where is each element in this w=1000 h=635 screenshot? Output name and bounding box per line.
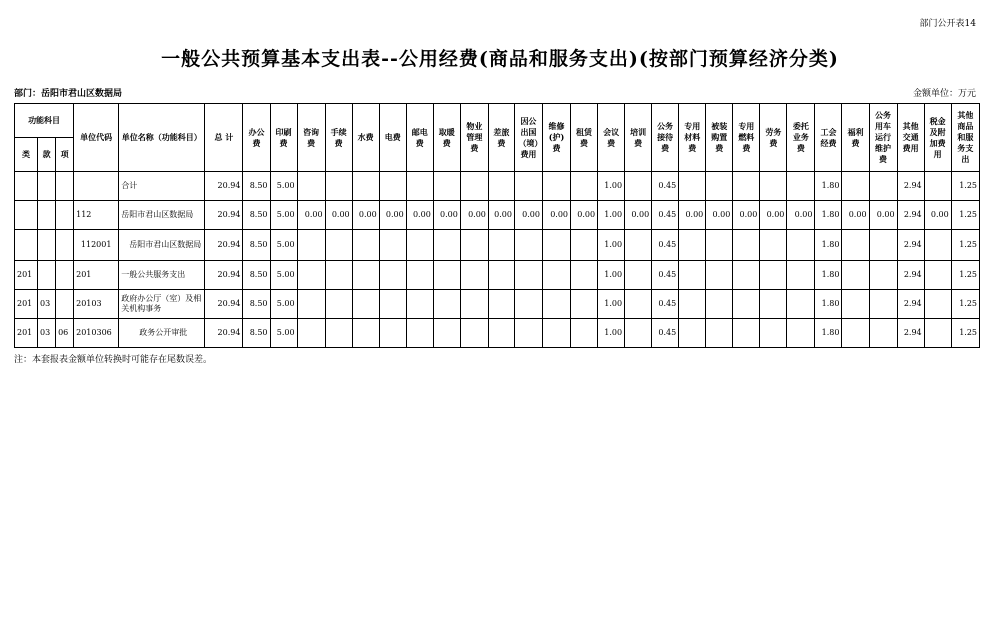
cell-lei: 201	[15, 319, 38, 348]
table-row	[15, 290, 980, 319]
header-item: 税金及附加费用	[924, 104, 951, 172]
cell-kuan	[38, 261, 56, 290]
cell-amount	[625, 230, 652, 261]
cell-amount	[760, 290, 787, 319]
cell-unit-name: 合计	[119, 172, 205, 201]
form-number: 部门公开表14	[919, 19, 976, 29]
cell-amount: 1.80	[815, 172, 842, 201]
header-item: 专用燃料费	[733, 104, 760, 172]
cell-lei: 201	[15, 261, 38, 290]
cell-amount	[297, 172, 325, 201]
cell-amount	[325, 290, 352, 319]
cell-amount: 1.00	[598, 261, 625, 290]
department-label: 部门：岳阳市君山区数据局	[14, 89, 123, 99]
cell-amount: 0.00	[706, 201, 733, 230]
cell-amount	[488, 319, 514, 348]
cell-amount	[352, 172, 379, 201]
cell-unit-code: 201	[74, 261, 119, 290]
cell-amount	[460, 319, 488, 348]
cell-amount: 1.25	[951, 290, 979, 319]
cell-amount	[679, 290, 706, 319]
cell-amount: 1.00	[598, 319, 625, 348]
cell-amount	[406, 319, 433, 348]
cell-amount	[433, 261, 460, 290]
cell-amount	[325, 230, 352, 261]
cell-unit-code: 20103	[74, 290, 119, 319]
cell-amount	[542, 319, 570, 348]
cell-amount	[924, 261, 951, 290]
cell-amount	[352, 230, 379, 261]
cell-amount	[842, 319, 869, 348]
cell-amount: 1.80	[815, 290, 842, 319]
cell-amount: 0.00	[297, 201, 325, 230]
cell-amount: 0.00	[787, 201, 815, 230]
cell-amount: 20.94	[205, 230, 243, 261]
table-header	[15, 104, 980, 172]
cell-amount	[869, 172, 897, 201]
cell-amount	[325, 172, 352, 201]
header-func-subject: 功能科目	[15, 104, 74, 138]
header-item: 电费	[379, 104, 406, 172]
cell-amount: 2.94	[897, 201, 924, 230]
cell-amount: 0.45	[652, 290, 679, 319]
cell-amount: 1.80	[815, 261, 842, 290]
cell-amount	[625, 172, 652, 201]
cell-amount	[352, 319, 379, 348]
cell-amount: 0.45	[652, 230, 679, 261]
cell-amount	[787, 172, 815, 201]
cell-amount	[460, 230, 488, 261]
header-total: 总 计	[205, 104, 243, 172]
header-item: 维修(护)费	[542, 104, 570, 172]
cell-amount	[842, 172, 869, 201]
cell-amount	[787, 319, 815, 348]
cell-amount	[733, 230, 760, 261]
header-item: 会议费	[598, 104, 625, 172]
cell-amount	[733, 319, 760, 348]
cell-amount: 5.00	[270, 230, 297, 261]
cell-amount: 1.25	[951, 319, 979, 348]
cell-amount: 5.00	[270, 172, 297, 201]
cell-unit-code	[74, 172, 119, 201]
cell-amount: 5.00	[270, 261, 297, 290]
header-item: 工会经费	[815, 104, 842, 172]
cell-amount: 0.00	[679, 201, 706, 230]
cell-amount	[760, 172, 787, 201]
cell-amount: 5.00	[270, 290, 297, 319]
cell-amount	[706, 261, 733, 290]
cell-amount: 2.94	[897, 319, 924, 348]
cell-amount	[406, 172, 433, 201]
cell-amount	[679, 319, 706, 348]
cell-amount: 20.94	[205, 201, 243, 230]
cell-amount	[460, 290, 488, 319]
cell-amount	[542, 290, 570, 319]
cell-xiang: 06	[56, 319, 74, 348]
cell-amount	[406, 230, 433, 261]
cell-amount	[542, 261, 570, 290]
cell-amount: 1.00	[598, 290, 625, 319]
cell-amount	[842, 290, 869, 319]
cell-amount	[514, 319, 542, 348]
header-item: 培训费	[625, 104, 652, 172]
cell-xiang	[56, 172, 74, 201]
header-item: 福利费	[842, 104, 869, 172]
cell-amount	[706, 172, 733, 201]
cell-unit-name: 岳阳市君山区数据局	[119, 201, 205, 230]
header-item: 劳务费	[760, 104, 787, 172]
cell-amount	[924, 290, 951, 319]
cell-amount	[488, 290, 514, 319]
header-item: 水费	[352, 104, 379, 172]
cell-amount: 0.00	[460, 201, 488, 230]
cell-amount	[488, 172, 514, 201]
cell-unit-code: 112001	[74, 230, 119, 261]
cell-amount: 0.00	[433, 201, 460, 230]
cell-amount: 8.50	[243, 261, 270, 290]
cell-amount	[433, 290, 460, 319]
cell-amount: 20.94	[205, 261, 243, 290]
cell-amount	[869, 319, 897, 348]
header-xiang: 项	[56, 138, 74, 172]
cell-amount: 0.45	[652, 319, 679, 348]
cell-amount	[297, 319, 325, 348]
header-item: 手续费	[325, 104, 352, 172]
cell-amount	[379, 319, 406, 348]
cell-amount: 5.00	[270, 319, 297, 348]
cell-amount: 0.00	[869, 201, 897, 230]
header-lei: 类	[15, 138, 38, 172]
cell-amount	[869, 261, 897, 290]
cell-amount	[571, 319, 598, 348]
cell-amount: 2.94	[897, 261, 924, 290]
cell-amount	[625, 290, 652, 319]
table-row	[15, 230, 980, 261]
cell-amount	[297, 230, 325, 261]
cell-amount: 8.50	[243, 172, 270, 201]
cell-amount: 1.25	[951, 201, 979, 230]
cell-amount	[571, 261, 598, 290]
cell-amount	[406, 261, 433, 290]
cell-lei	[15, 230, 38, 261]
cell-amount: 0.00	[625, 201, 652, 230]
header-item: 办公费	[243, 104, 270, 172]
cell-kuan	[38, 172, 56, 201]
header-item: 取暖费	[433, 104, 460, 172]
header-item: 委托业务费	[787, 104, 815, 172]
header-item: 专用材料费	[679, 104, 706, 172]
cell-kuan	[38, 201, 56, 230]
cell-amount: 0.00	[406, 201, 433, 230]
cell-amount	[760, 319, 787, 348]
header-unit-code: 单位代码	[74, 104, 119, 172]
header-item: 咨询费	[297, 104, 325, 172]
cell-amount: 0.00	[760, 201, 787, 230]
cell-amount	[733, 290, 760, 319]
cell-unit-name: 政务公开审批	[119, 319, 205, 348]
table-row	[15, 201, 980, 230]
cell-amount	[842, 261, 869, 290]
cell-amount	[869, 230, 897, 261]
footnote: 注：本套报表金额单位转换时可能存在尾数误差。	[14, 355, 213, 365]
cell-amount: 0.00	[733, 201, 760, 230]
cell-amount: 0.45	[652, 261, 679, 290]
cell-amount: 1.00	[598, 201, 625, 230]
cell-amount	[514, 261, 542, 290]
header-item: 印刷费	[270, 104, 297, 172]
header-item: 被装购置费	[706, 104, 733, 172]
cell-amount	[571, 230, 598, 261]
cell-lei: 201	[15, 290, 38, 319]
cell-amount	[297, 261, 325, 290]
cell-amount: 8.50	[243, 230, 270, 261]
cell-amount	[514, 230, 542, 261]
cell-amount	[924, 172, 951, 201]
cell-amount	[379, 290, 406, 319]
cell-amount: 0.00	[379, 201, 406, 230]
table-body	[15, 172, 980, 348]
cell-unit-name: 岳阳市君山区数据局	[119, 230, 205, 261]
cell-amount: 20.94	[205, 172, 243, 201]
cell-unit-name: 一般公共服务支出	[119, 261, 205, 290]
cell-amount	[869, 290, 897, 319]
cell-unit-code: 112	[74, 201, 119, 230]
cell-amount	[924, 319, 951, 348]
cell-amount: 0.45	[652, 201, 679, 230]
cell-amount	[760, 230, 787, 261]
cell-amount	[542, 172, 570, 201]
cell-amount	[679, 261, 706, 290]
cell-amount	[514, 290, 542, 319]
cell-xiang	[56, 201, 74, 230]
cell-amount	[733, 261, 760, 290]
cell-amount	[733, 172, 760, 201]
cell-xiang	[56, 230, 74, 261]
cell-amount	[787, 230, 815, 261]
header-item: 其他商品和服务支出	[951, 104, 979, 172]
cell-amount: 0.45	[652, 172, 679, 201]
cell-amount: 1.80	[815, 201, 842, 230]
cell-amount: 2.94	[897, 230, 924, 261]
header-item: 邮电费	[406, 104, 433, 172]
cell-kuan: 03	[38, 290, 56, 319]
table-row	[15, 319, 980, 348]
cell-amount	[625, 319, 652, 348]
cell-amount: 1.25	[951, 261, 979, 290]
cell-amount: 20.94	[205, 290, 243, 319]
cell-amount	[706, 230, 733, 261]
cell-unit-name: 政府办公厅（室）及相关机构事务	[119, 290, 205, 319]
cell-lei	[15, 201, 38, 230]
cell-amount: 2.94	[897, 290, 924, 319]
cell-amount	[379, 172, 406, 201]
cell-amount: 8.50	[243, 290, 270, 319]
page-title: 一般公共预算基本支出表--公用经费(商品和服务支出)(按部门预算经济分类)	[161, 48, 839, 70]
cell-amount	[787, 261, 815, 290]
cell-lei	[15, 172, 38, 201]
cell-amount: 0.00	[571, 201, 598, 230]
cell-amount	[787, 290, 815, 319]
cell-amount	[760, 261, 787, 290]
header-kuan: 款	[38, 138, 56, 172]
cell-amount	[488, 261, 514, 290]
cell-amount: 1.25	[951, 230, 979, 261]
cell-amount: 1.80	[815, 230, 842, 261]
cell-amount: 0.00	[924, 201, 951, 230]
cell-amount: 0.00	[842, 201, 869, 230]
cell-amount: 0.00	[514, 201, 542, 230]
header-item: 其他交通费用	[897, 104, 924, 172]
header-item: 租赁费	[571, 104, 598, 172]
cell-amount: 1.25	[951, 172, 979, 201]
cell-amount	[325, 261, 352, 290]
cell-kuan: 03	[38, 319, 56, 348]
header-unit-name: 单位名称（功能科目）	[119, 104, 205, 172]
cell-amount	[297, 290, 325, 319]
cell-amount	[433, 172, 460, 201]
cell-amount	[924, 230, 951, 261]
cell-amount	[842, 230, 869, 261]
cell-amount	[352, 261, 379, 290]
cell-amount: 8.50	[243, 319, 270, 348]
amount-unit-label: 金额单位：万元	[912, 89, 976, 99]
cell-amount	[679, 230, 706, 261]
cell-amount: 1.00	[598, 230, 625, 261]
cell-amount	[679, 172, 706, 201]
cell-kuan	[38, 230, 56, 261]
cell-amount: 2.94	[897, 172, 924, 201]
cell-amount: 5.00	[270, 201, 297, 230]
cell-amount	[571, 172, 598, 201]
cell-amount	[625, 261, 652, 290]
cell-amount	[571, 290, 598, 319]
cell-amount	[488, 230, 514, 261]
header-item: 差旅费	[488, 104, 514, 172]
cell-amount: 0.00	[488, 201, 514, 230]
cell-amount	[406, 290, 433, 319]
cell-amount	[460, 261, 488, 290]
cell-xiang	[56, 261, 74, 290]
cell-amount	[706, 319, 733, 348]
table-row	[15, 172, 980, 201]
header-item: 物业管理费	[460, 104, 488, 172]
cell-amount: 20.94	[205, 319, 243, 348]
cell-amount	[433, 230, 460, 261]
header-item: 公务用车运行维护费	[869, 104, 897, 172]
expenditure-table	[14, 103, 980, 348]
cell-amount	[542, 230, 570, 261]
cell-amount	[706, 290, 733, 319]
cell-amount	[433, 319, 460, 348]
cell-xiang	[56, 290, 74, 319]
cell-amount: 0.00	[352, 201, 379, 230]
cell-amount: 0.00	[542, 201, 570, 230]
cell-amount	[514, 172, 542, 201]
cell-unit-code: 2010306	[74, 319, 119, 348]
cell-amount: 1.80	[815, 319, 842, 348]
cell-amount	[379, 261, 406, 290]
header-item: 公务接待费	[652, 104, 679, 172]
cell-amount	[325, 319, 352, 348]
cell-amount	[460, 172, 488, 201]
header-item: 因公出国（境）费用	[514, 104, 542, 172]
table-row	[15, 261, 980, 290]
cell-amount: 0.00	[325, 201, 352, 230]
cell-amount: 1.00	[598, 172, 625, 201]
cell-amount	[352, 290, 379, 319]
cell-amount: 8.50	[243, 201, 270, 230]
cell-amount	[379, 230, 406, 261]
